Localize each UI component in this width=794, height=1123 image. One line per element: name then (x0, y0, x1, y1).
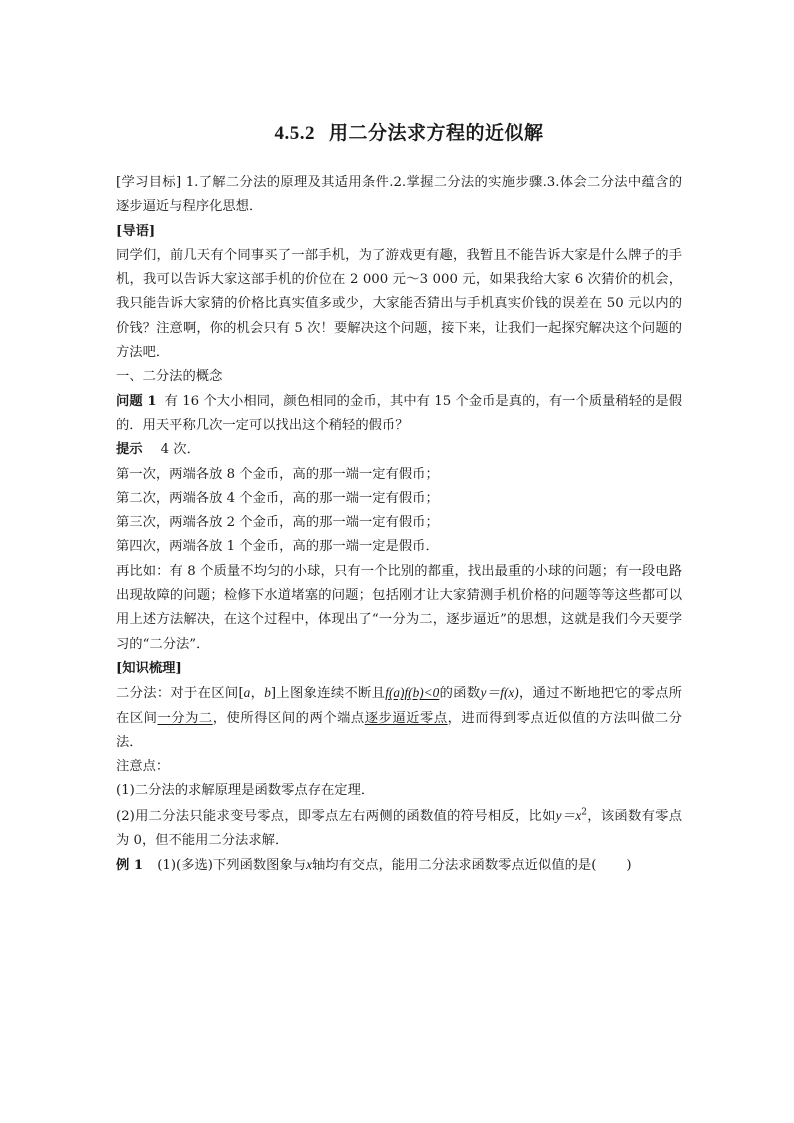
condition-blank: f(a)f(b)<0 (385, 685, 440, 701)
notes-label: 注意点： (116, 759, 170, 775)
note-1: (1)二分法的求解原理是函数零点存在定理． (116, 783, 375, 799)
hint-label: 提示 (116, 442, 143, 458)
example-1-close: ) (626, 858, 632, 874)
example-1-text: 轴均有交点，能用二分法求函数零点近似值的是( (311, 858, 597, 874)
example-1 (116, 853, 682, 878)
learning-objectives (116, 171, 682, 220)
problem-1 (116, 390, 682, 439)
hint-step: 第三次，两端各放 2 个金币，高的那一端一定有假币； (116, 515, 439, 531)
note-2-exponent: 2 (581, 807, 588, 818)
intro-label: [导语] (116, 223, 156, 239)
approach-blank: 逐步逼近零点 (364, 710, 448, 726)
document-page (116, 118, 682, 879)
function-expr: y＝f(x) (480, 685, 519, 701)
section-heading: 一、二分法的概念 (116, 369, 223, 385)
bisection-definition (116, 681, 682, 755)
problem-1-text: 有 16 个大小相同，颜色相同的金币，其中有 15 个金币是真的，有一个质量稍轻的是假的．用天平称几次一定可以找出这个稍轻的假币？ (116, 393, 682, 433)
hint-step: 第一次，两端各放 8 个金币，高的那一端一定有假币； (116, 466, 439, 482)
objectives-label: [学习目标] (116, 175, 182, 190)
note-2-text: ，该函数有零点为 0，但不能用二分法求解． (116, 808, 682, 849)
def-text: 的函数 (439, 686, 481, 702)
var-b: b (264, 685, 271, 701)
example-1-var: x (306, 857, 312, 873)
def-text: ，通过不断地把它的零点所在区间 (116, 686, 683, 726)
def-text: ，使所得区间的两个端点 (212, 710, 365, 726)
hint-step: 第四次，两端各放 1 个金币，高的那一端一定是假币． (116, 539, 439, 555)
example-1-text: (1)(多选)下列函数图象与 (157, 858, 307, 874)
var-a: a (243, 685, 251, 701)
def-text: ]上图象连续不断且 (270, 686, 386, 702)
problem-1-label: 问题 1 (116, 393, 157, 409)
objectives-text: 1.了解二分法的原理及其适用条件.2.掌握二分法的实施步骤.3.体会二分法中蕴含的逐步逼近与程序化思想． (116, 175, 682, 215)
note-2 (116, 804, 682, 854)
example-1-label: 例 1 (116, 858, 144, 874)
hint-step: 第二次，两端各放 4 个金币，高的那一端一定有假币； (116, 490, 439, 506)
def-text: 二分法：对于在区间[ (116, 686, 244, 702)
def-comma: ， (250, 686, 265, 702)
knowledge-label: [知识梳理] (116, 660, 182, 676)
note-2-text: (2)用二分法只能求变号零点，即零点左右两侧的函数值的符号相反，比如 (116, 808, 556, 824)
page-title (116, 118, 682, 145)
title-text: 用二分法求方程的近似解 (328, 122, 544, 144)
def-text: ，进而得到零点近似值的方法叫做二分法． (116, 710, 683, 750)
hint-text: 4 次． (160, 442, 200, 458)
split-blank: 一分为二 (157, 710, 213, 726)
note-2-func: y＝x (555, 807, 582, 823)
example-text: 再比如：有 8 个质量不均匀的小球，只有一个比别的都重，找出最重的小球的问题；有一段电路出现故障的问题；检修下水道堵塞的问题；包括刚才让大家猜测手机价格的问题等等这些都可以用上述方法解决，在这个过程中，体现出了“一分为二，逐步逼近”的思想，这就是我们今天要学习的“二分法”． (116, 563, 682, 652)
section-number: 4.5.2 (274, 123, 315, 144)
intro-text: 同学们，前几天有个同事买了一部手机，为了游戏更有趣，我暂且不能告诉大家是什么牌子的手机，我可以告诉大家这部手机的价位在 2 000 元～3 000 元，如果我给大家 6 次猜价的机会，我只能告诉大家猜的价格比真实值多或少，大家能否猜出与手机真实价钱的误差在 50 元以内的价钱？注意啊，你的机会只有 5 次！要解决这个问题，接下来，让我们一起探究解决这个问题的方法吧． (116, 247, 682, 361)
hint (116, 438, 682, 462)
